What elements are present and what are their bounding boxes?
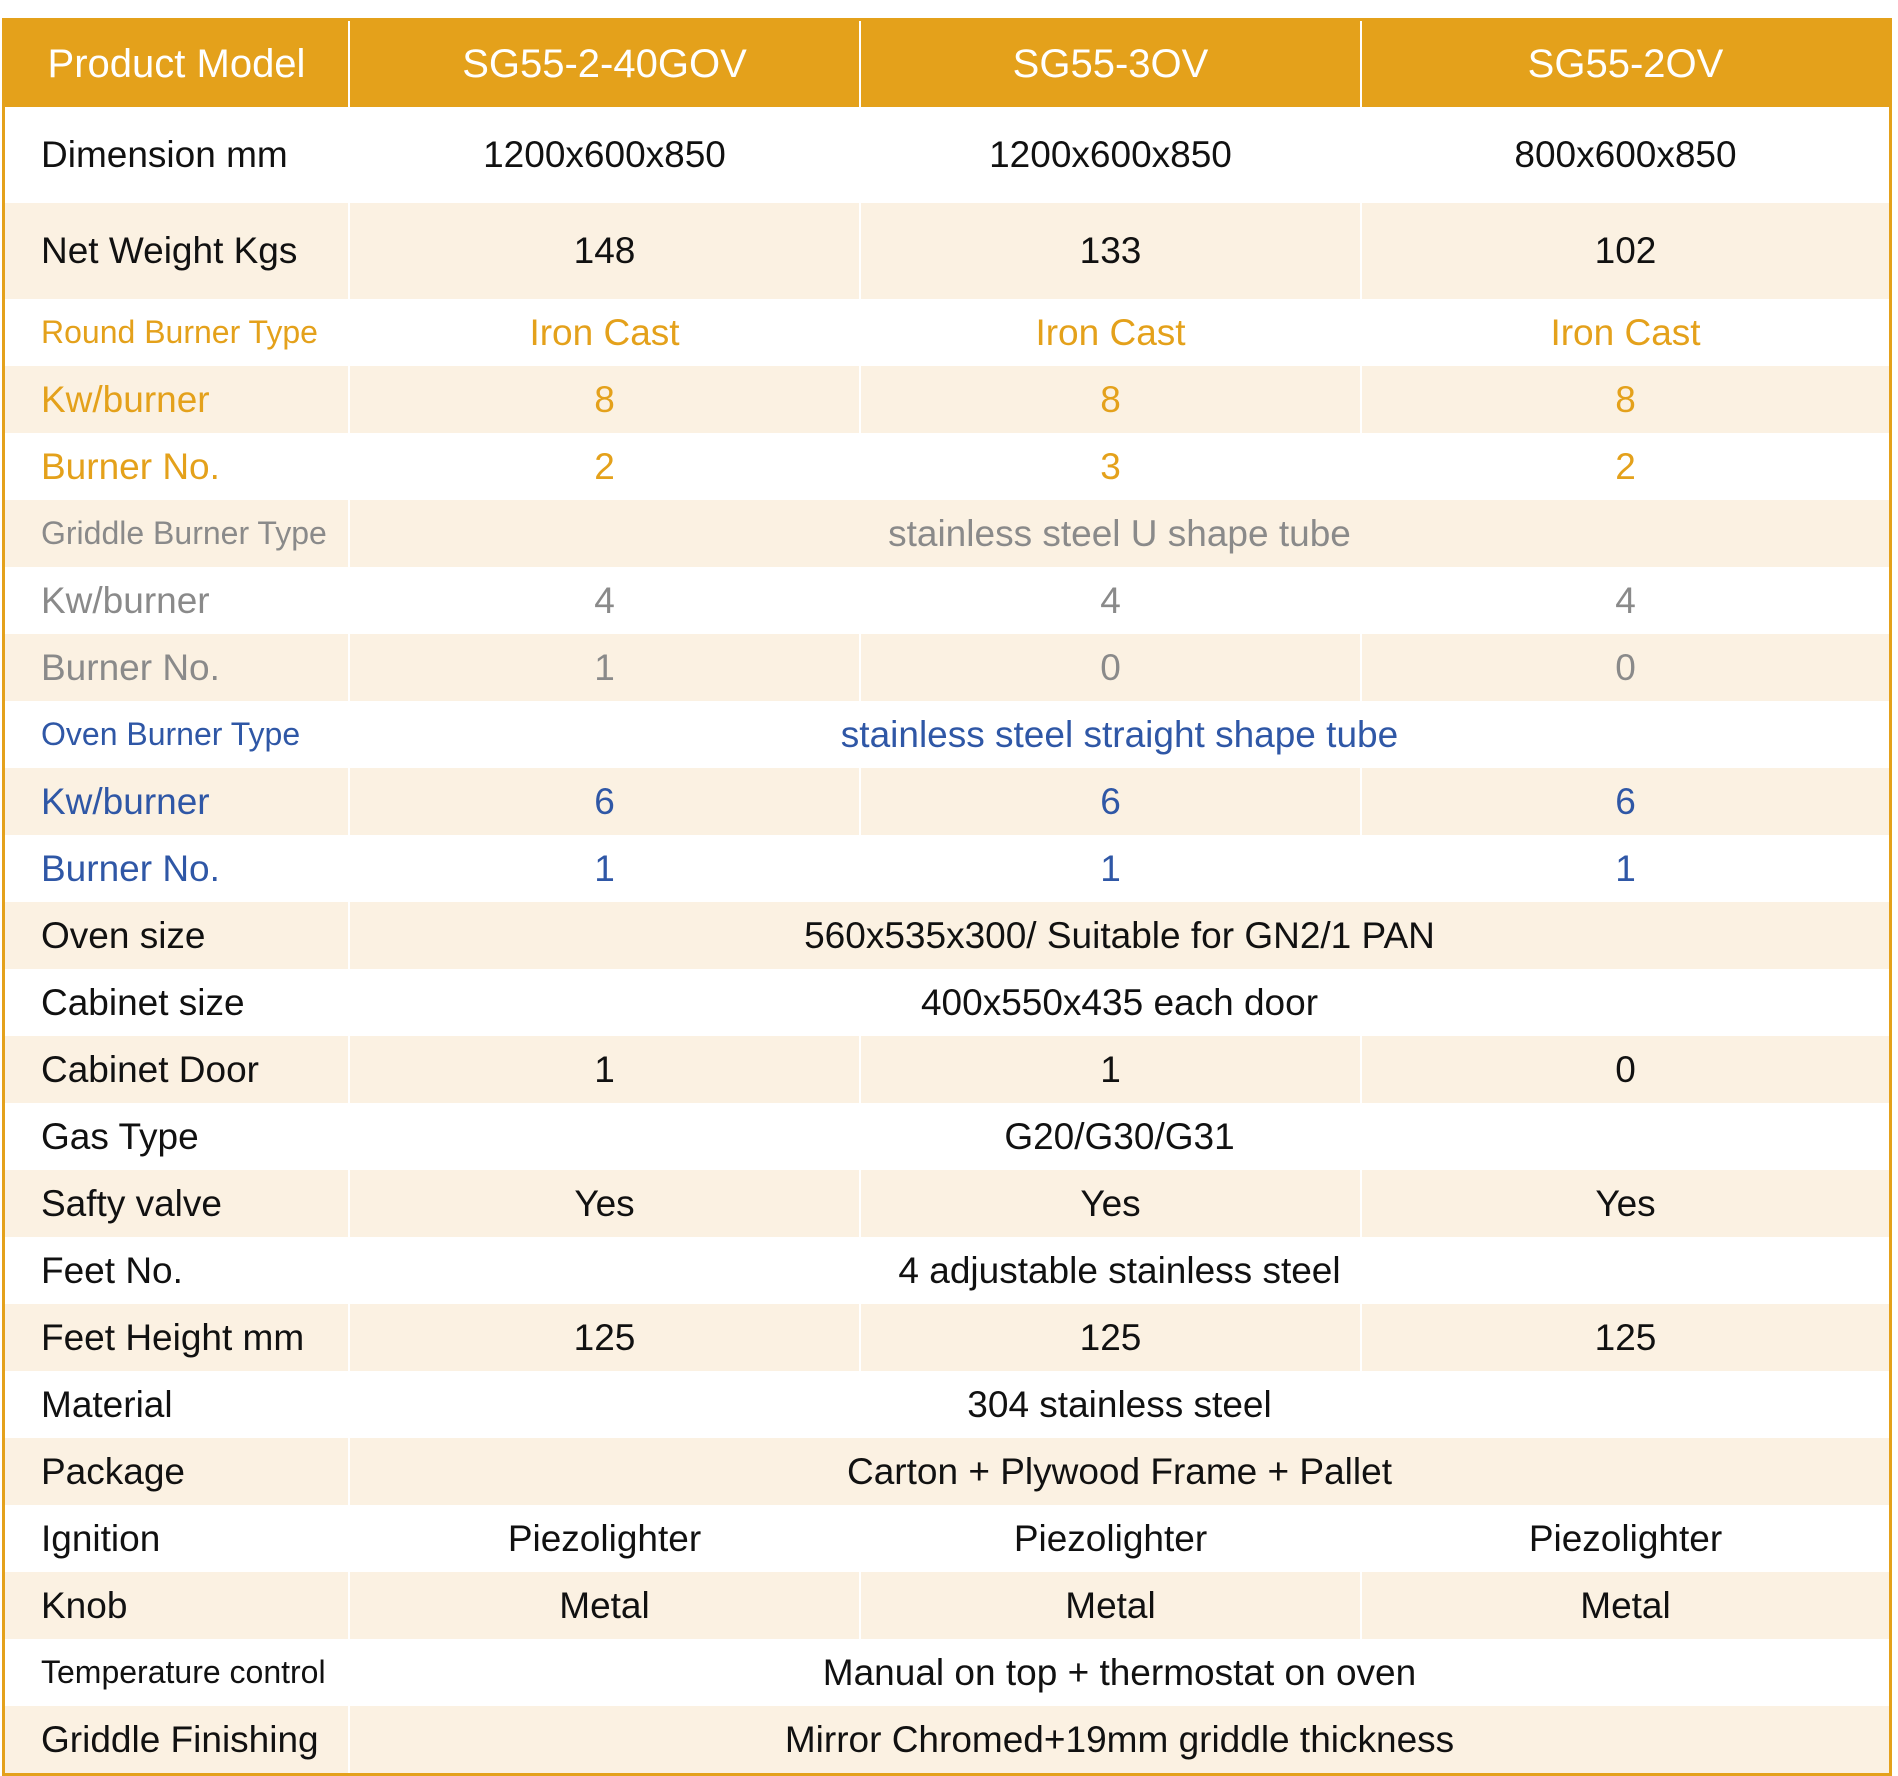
table-row — [5, 1170, 1889, 1237]
cell: 1200x600x850 — [349, 107, 860, 203]
row-label: Griddle Finishing — [5, 1706, 349, 1773]
header-model-1: SG55-2-40GOV — [349, 21, 860, 107]
merged-cell: Mirror Chromed+19mm griddle thickness — [349, 1706, 1889, 1773]
cell: Yes — [860, 1170, 1361, 1237]
table-row — [5, 701, 1889, 768]
cell: 800x600x850 — [1361, 107, 1889, 203]
merged-cell: 304 stainless steel — [349, 1371, 1889, 1438]
row-label: Cabinet Door — [5, 1036, 349, 1103]
table-row — [5, 1706, 1889, 1773]
cell: 1 — [349, 1036, 860, 1103]
table-row — [5, 1103, 1889, 1170]
table-row — [5, 433, 1889, 500]
spec-table — [5, 21, 1889, 1773]
cell: 148 — [349, 203, 860, 299]
header-model-3: SG55-2OV — [1361, 21, 1889, 107]
row-label: Cabinet size — [41, 981, 245, 1023]
cell: 3 — [860, 433, 1361, 500]
table-row — [5, 366, 1889, 433]
cell: 125 — [349, 1304, 860, 1371]
cell: 1 — [349, 634, 860, 701]
cell: 4 — [860, 567, 1361, 634]
table-row — [5, 1371, 1889, 1438]
row-label: Package — [5, 1438, 349, 1505]
row-label: Kw/burner — [5, 768, 349, 835]
merged-cell: stainless steel straight shape tube — [349, 701, 1889, 768]
table-row — [5, 203, 1889, 299]
row-label: Burner No. — [41, 445, 220, 487]
table-row — [5, 969, 1889, 1036]
row-label: Dimension mm — [41, 134, 288, 175]
table-row — [5, 1304, 1889, 1371]
merged-cell: G20/G30/G31 — [349, 1103, 1889, 1170]
cell: Piezolighter — [860, 1505, 1361, 1572]
cell: 6 — [1361, 768, 1889, 835]
header-label: Product Model — [5, 21, 349, 107]
row-label: Feet No. — [41, 1249, 183, 1291]
row-label: Griddle Burner Type — [5, 500, 349, 567]
cell: Piezolighter — [349, 1505, 860, 1572]
cell: 133 — [860, 203, 1361, 299]
row-label: Material — [41, 1383, 173, 1425]
row-label: Gas Type — [41, 1115, 199, 1157]
cell: 125 — [860, 1304, 1361, 1371]
table-row — [5, 902, 1889, 969]
table-row — [5, 1438, 1889, 1505]
table-row — [5, 500, 1889, 567]
cell: 0 — [1361, 634, 1889, 701]
table-row — [5, 1572, 1889, 1639]
table-row — [5, 567, 1889, 634]
cell: 6 — [860, 768, 1361, 835]
cell: 0 — [860, 634, 1361, 701]
row-label: Kw/burner — [41, 579, 210, 621]
row-label: Burner No. — [5, 634, 349, 701]
merged-cell: 4 adjustable stainless steel — [349, 1237, 1889, 1304]
row-label: Feet Height mm — [5, 1304, 349, 1371]
cell: Metal — [349, 1572, 860, 1639]
cell: 2 — [1361, 433, 1889, 500]
cell: 4 — [1361, 567, 1889, 634]
header-model-2: SG55-3OV — [860, 21, 1361, 107]
cell: 1 — [349, 835, 860, 902]
cell: Piezolighter — [1361, 1505, 1889, 1572]
cell: Metal — [860, 1572, 1361, 1639]
row-label: Kw/burner — [5, 366, 349, 433]
cell: 1 — [1361, 835, 1889, 902]
row-label: Oven Burner Type — [41, 716, 301, 752]
row-label: Temperature control — [41, 1654, 326, 1690]
cell: 6 — [349, 768, 860, 835]
table-row — [5, 1036, 1889, 1103]
cell: 102 — [1361, 203, 1889, 299]
table-row — [5, 768, 1889, 835]
cell: 2 — [349, 433, 860, 500]
cell: 8 — [1361, 366, 1889, 433]
row-label: Knob — [5, 1572, 349, 1639]
table-row — [5, 1237, 1889, 1304]
cell: 8 — [349, 366, 860, 433]
row-label: Oven size — [5, 902, 349, 969]
cell: 0 — [1361, 1036, 1889, 1103]
merged-cell: 560x535x300/ Suitable for GN2/1 PAN — [349, 902, 1889, 969]
cell: Iron Cast — [1361, 299, 1889, 366]
cell: 8 — [860, 366, 1361, 433]
row-label: Ignition — [41, 1517, 161, 1559]
cell: 125 — [1361, 1304, 1889, 1371]
table-row — [5, 299, 1889, 366]
cell: Metal — [1361, 1572, 1889, 1639]
cell: Iron Cast — [349, 299, 860, 366]
merged-cell: 400x550x435 each door — [349, 969, 1889, 1036]
cell: 1 — [860, 1036, 1361, 1103]
cell: Yes — [349, 1170, 860, 1237]
cell: Yes — [1361, 1170, 1889, 1237]
row-label: Burner No. — [41, 847, 220, 889]
table-row — [5, 835, 1889, 902]
table-row — [5, 634, 1889, 701]
row-label: Round Burner Type — [41, 314, 318, 350]
cell: Iron Cast — [860, 299, 1361, 366]
table-header-row — [5, 21, 1889, 107]
row-label: Safty valve — [5, 1170, 349, 1237]
table-row — [5, 1639, 1889, 1706]
merged-cell: Manual on top + thermostat on oven — [349, 1639, 1889, 1706]
table-row — [5, 107, 1889, 203]
cell: 1 — [860, 835, 1361, 902]
table-row — [5, 1505, 1889, 1572]
row-label: Net Weight Kgs — [5, 203, 349, 299]
cell: 4 — [349, 567, 860, 634]
merged-cell: stainless steel U shape tube — [349, 500, 1889, 567]
merged-cell: Carton + Plywood Frame + Pallet — [349, 1438, 1889, 1505]
cell: 1200x600x850 — [860, 107, 1361, 203]
